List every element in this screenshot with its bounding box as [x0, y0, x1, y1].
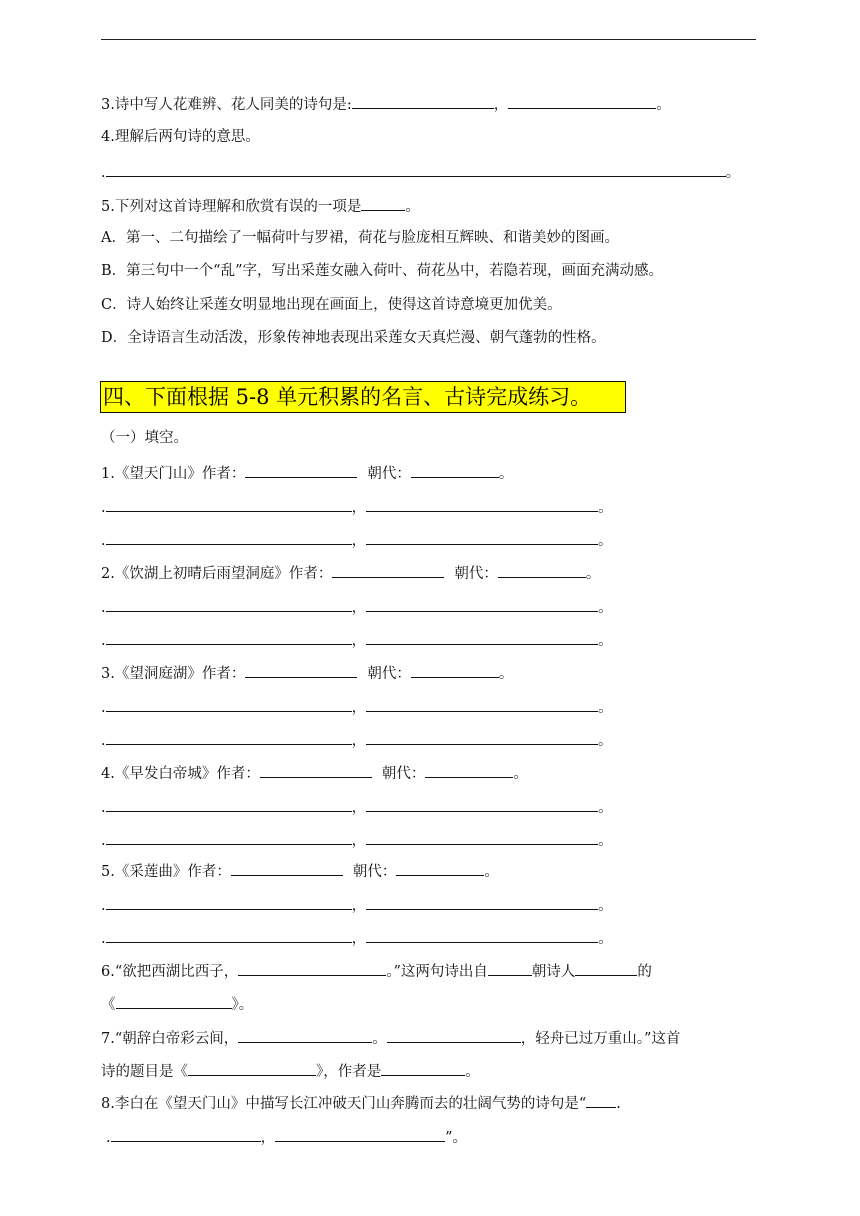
header-rule — [101, 39, 756, 40]
answer-blank[interactable] — [366, 528, 598, 545]
q5-text: 5.下列对这首诗理解和欣赏有误的一项是 — [101, 199, 362, 215]
dot: . — [101, 800, 106, 816]
poem-3-line-2 — [101, 728, 613, 751]
dynasty-label: 朝代： — [454, 566, 498, 582]
dynasty-label: 朝代： — [367, 666, 411, 682]
author-label: 作者： — [187, 864, 231, 880]
poem-5-line-1 — [101, 893, 613, 916]
dynasty-label: 朝代： — [352, 864, 397, 880]
q6-text-d: 的 — [637, 964, 652, 980]
end-mark: 。 — [513, 766, 528, 782]
answer-blank[interactable] — [106, 893, 352, 910]
q6-blank-1[interactable] — [238, 959, 386, 976]
answer-blank[interactable] — [366, 795, 598, 812]
section-4-heading: 四、下面根据 5-8 单元积累的名言、古诗完成练习。 — [100, 381, 626, 413]
q6-blank-3[interactable] — [575, 959, 637, 976]
q5-end: 。 — [405, 199, 420, 215]
end-mark: 。 — [598, 800, 613, 816]
author-label: 作者： — [288, 566, 333, 582]
q3-line — [101, 92, 671, 115]
comma: ， — [351, 533, 367, 549]
poem-4-line-2 — [101, 828, 613, 851]
poem-4-dynasty-blank[interactable] — [425, 761, 513, 778]
poem-5-title: 5.《采莲曲》 — [101, 864, 188, 880]
answer-blank[interactable] — [366, 628, 598, 645]
poem-2-dynasty-blank[interactable] — [498, 561, 586, 578]
answer-blank[interactable] — [106, 495, 352, 512]
end-mark: 。 — [598, 533, 613, 549]
q7-text-e: 》，作者是 — [316, 1064, 382, 1080]
poem-4-title: 4.《早发白帝城》 — [101, 766, 217, 782]
q7-text-f: 。 — [465, 1064, 480, 1080]
answer-blank[interactable] — [366, 595, 598, 612]
q7-blank-1[interactable] — [238, 1026, 372, 1043]
poem-1-header — [101, 461, 513, 484]
answer-blank[interactable] — [366, 893, 598, 910]
q7-text-a: 7.“朝辞白帝彩云间， — [101, 1031, 239, 1047]
dot: . — [101, 833, 106, 849]
q7-text-b: 。 — [372, 1031, 387, 1047]
answer-blank[interactable] — [366, 728, 598, 745]
end-mark: 。 — [598, 898, 613, 914]
author-label: 作者： — [201, 666, 246, 682]
end-mark: 。 — [598, 500, 613, 516]
q8-dot-1: . — [616, 1096, 621, 1112]
q6-blank-4[interactable] — [116, 992, 232, 1009]
poem-4-line-1 — [101, 795, 613, 818]
q8-dot-2: . — [106, 1130, 111, 1146]
q3-blank-2[interactable] — [508, 92, 656, 109]
q8-line-2 — [106, 1125, 467, 1148]
q5-blank[interactable] — [361, 194, 405, 211]
answer-blank[interactable] — [366, 495, 598, 512]
end-mark: 。 — [498, 666, 514, 682]
q7-text-c: ，轻舟已过万重山。”这首 — [520, 1031, 681, 1047]
answer-blank[interactable] — [106, 595, 352, 612]
q7-line-2 — [101, 1059, 480, 1082]
comma: ， — [351, 633, 367, 649]
end-mark: 。 — [598, 700, 613, 716]
q8-end: ”。 — [445, 1130, 468, 1146]
poem-2-line-1 — [101, 595, 613, 618]
poem-1-author-blank[interactable] — [245, 461, 357, 478]
poem-4-header — [101, 761, 528, 784]
end-mark: 。 — [598, 733, 613, 749]
option-c: C．诗人始终让采莲女明显地出现在画面上，使得这首诗意境更加优美。 — [101, 297, 562, 313]
dynasty-label: 朝代： — [381, 766, 426, 782]
end-mark: 。 — [585, 566, 601, 582]
dot: . — [101, 898, 106, 914]
answer-blank[interactable] — [106, 628, 352, 645]
poem-2-header — [101, 561, 600, 584]
q6-text-a: 6.“欲把西湖比西子， — [101, 964, 239, 980]
poem-5-line-2 — [101, 926, 613, 949]
q8-text-a: 8.李白在《望天门山》中描写长江冲破天门山奔腾而去的壮阔气势的诗句是“ — [101, 1096, 587, 1112]
answer-blank[interactable] — [366, 926, 598, 943]
q6-line-1 — [101, 959, 652, 982]
dot: . — [101, 600, 106, 616]
comma: ， — [351, 500, 367, 516]
q7-line-1 — [101, 1026, 680, 1049]
poem-3-dynasty-blank[interactable] — [411, 661, 499, 678]
end-mark: 。 — [598, 833, 613, 849]
end-mark: 。 — [498, 466, 514, 482]
poem-3-header — [101, 661, 513, 684]
author-label: 作者： — [201, 466, 246, 482]
poem-2-author-blank[interactable] — [332, 561, 444, 578]
q4-answer-blank[interactable] — [106, 160, 726, 177]
dot: . — [101, 533, 106, 549]
subsection-1-label: （一）填空。 — [101, 430, 188, 446]
q4-end: 。 — [725, 165, 741, 181]
comma: ， — [351, 733, 367, 749]
poem-3-author-blank[interactable] — [245, 661, 357, 678]
answer-blank[interactable] — [106, 695, 352, 712]
dynasty-label: 朝代： — [367, 466, 411, 482]
q3-end: 。 — [656, 97, 671, 113]
q6-text-b: 。”这两句诗出自 — [386, 964, 488, 980]
answer-blank[interactable] — [106, 795, 352, 812]
q4-answer-line — [101, 160, 740, 183]
dot: . — [101, 733, 106, 749]
q8-line-1 — [101, 1091, 621, 1114]
q3-text: 3.诗中写人花难辨、花人同美的诗句是: — [101, 97, 352, 113]
q4-line — [101, 127, 260, 147]
poem-1-line-1 — [101, 495, 613, 518]
dot: . — [101, 500, 106, 516]
comma: ， — [351, 800, 367, 816]
q8-comma: ， — [260, 1130, 276, 1146]
answer-blank[interactable] — [106, 728, 352, 745]
q8-blank-1[interactable] — [586, 1091, 616, 1108]
q5-line — [101, 194, 420, 217]
dot: . — [101, 633, 106, 649]
answer-blank[interactable] — [106, 828, 352, 845]
q6-blank-2[interactable] — [488, 959, 532, 976]
q8-blank-2[interactable] — [111, 1125, 261, 1142]
poem-2-line-2 — [101, 628, 613, 651]
poem-3-line-1 — [101, 695, 613, 718]
poem-5-header — [101, 859, 499, 882]
q7-blank-4[interactable] — [381, 1059, 465, 1076]
q8-blank-3[interactable] — [275, 1125, 445, 1142]
q7-blank-2[interactable] — [387, 1026, 521, 1043]
comma: ， — [351, 931, 367, 947]
dot: . — [101, 700, 106, 716]
answer-blank[interactable] — [106, 528, 352, 545]
comma: ， — [351, 898, 367, 914]
q7-blank-3[interactable] — [188, 1059, 316, 1076]
comma: ， — [351, 833, 367, 849]
poem-5-author-blank[interactable] — [231, 859, 343, 876]
poem-3-title: 3.《望洞庭湖》 — [101, 666, 202, 682]
end-mark: 。 — [598, 931, 613, 947]
poem-1-title: 1.《望天门山》 — [101, 466, 202, 482]
poem-4-author-blank[interactable] — [260, 761, 372, 778]
q6-text-e: 《 — [101, 997, 116, 1013]
poem-1-line-2 — [101, 528, 613, 551]
q3-sep: ， — [493, 97, 509, 113]
comma: ， — [351, 700, 367, 716]
option-d: D．全诗语言生动活泼，形象传神地表现出采莲女天真烂漫、朝气蓬勃的性格。 — [101, 330, 606, 346]
q6-text-f: 》。 — [231, 997, 254, 1013]
option-a: A．第一、二句描绘了一幅荷叶与罗裙，荷花与脸庞相互辉映、和谐美妙的图画。 — [101, 230, 619, 246]
poem-5-dynasty-blank[interactable] — [396, 859, 484, 876]
dot: . — [101, 931, 106, 947]
q7-text-d: 诗的题目是《 — [101, 1064, 188, 1080]
q4-text: 4.理解后两句诗的意思。 — [101, 129, 260, 145]
answer-blank[interactable] — [366, 828, 598, 845]
end-mark: 。 — [598, 633, 613, 649]
q3-blank-1[interactable] — [352, 92, 494, 109]
q6-text-c: 朝诗人 — [531, 964, 576, 980]
q4-dot: . — [101, 165, 106, 181]
end-mark: 。 — [484, 864, 499, 880]
q6-line-2 — [101, 992, 253, 1015]
end-mark: 。 — [598, 600, 613, 616]
comma: ， — [351, 600, 367, 616]
poem-2-title: 2.《饮湖上初晴后雨望洞庭》 — [101, 566, 289, 582]
author-label: 作者： — [216, 766, 260, 782]
poem-1-dynasty-blank[interactable] — [411, 461, 499, 478]
answer-blank[interactable] — [106, 926, 352, 943]
answer-blank[interactable] — [366, 695, 598, 712]
option-b: B．第三句中一个“乱”字，写出采莲女融入荷叶、荷花丛中，若隐若现，画面充满动感。 — [101, 263, 663, 279]
